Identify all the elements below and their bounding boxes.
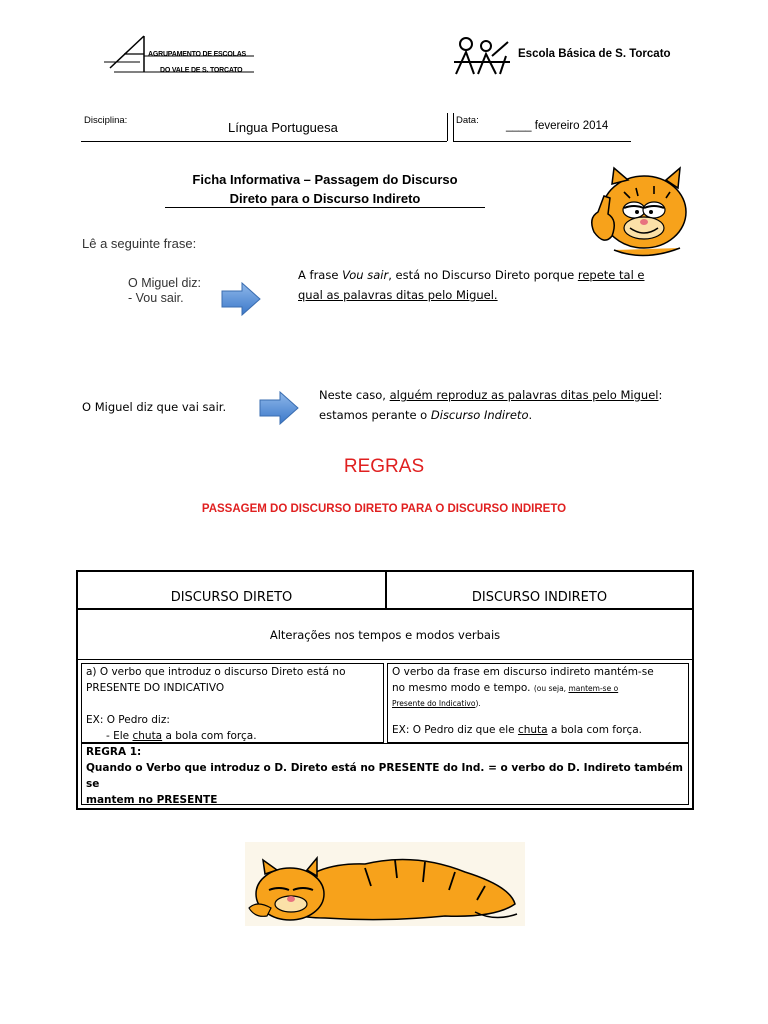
- example-direct-line1: O Miguel diz:: [128, 276, 201, 290]
- table-cell-direct-example: [81, 663, 384, 743]
- indirect-cell-note-d: ).: [475, 699, 481, 708]
- indirect-expl-colon: :: [658, 388, 663, 402]
- table-cell-indirect-example: [387, 663, 689, 743]
- garfield-thumbs-up-image: [584, 162, 688, 264]
- indirect-speech-explanation: [319, 385, 662, 425]
- data-value: ____ fevereiro 2014: [506, 120, 609, 132]
- table-subheader: Alterações nos tempos e modos verbais: [78, 610, 692, 660]
- direct-expl-italic: Vou sair: [342, 268, 389, 282]
- worksheet-title-line2: Direto para o Discurso Indireto: [229, 191, 421, 206]
- direct-cell-line1: a) O verbo que introduz o discurso Direto está no: [86, 666, 346, 678]
- indirect-expl-underline: alguém reproduz as palavras ditas pelo Miguel: [389, 388, 659, 402]
- direct-expl-line2: qual as palavras ditas pelo Miguel.: [298, 288, 498, 302]
- rules-heading: REGRAS: [343, 456, 425, 477]
- indirect-expl-italic: Discurso Indireto: [430, 408, 529, 422]
- disciplina-divider: [447, 113, 448, 141]
- agrupamento-name-line2: DO VALE DE S. TORCATO: [160, 67, 243, 74]
- indirect-cell-ex-part-a: EX: O Pedro diz que ele: [392, 724, 518, 736]
- worksheet-title-line1: Ficha Informativa – Passagem do Discurso: [192, 172, 458, 187]
- rule-title: REGRA 1:: [86, 746, 142, 758]
- indirect-expl-part-a: Neste caso,: [319, 388, 390, 402]
- disciplina-label: Disciplina:: [84, 115, 128, 126]
- indirect-cell-line2: [392, 680, 688, 697]
- school-logo: [452, 36, 512, 76]
- indirect-expl-period: .: [528, 408, 533, 422]
- indirect-expl-part-d: estamos perante o: [319, 408, 431, 422]
- indirect-cell-note-c: Presente do Indicativo: [392, 699, 476, 708]
- example-indirect-speech: O Miguel diz que vai sair.: [82, 400, 227, 414]
- indirect-expl-line1: [319, 385, 662, 405]
- indirect-cell-line3: [392, 697, 688, 710]
- direct-cell-ex-verb: chuta: [132, 730, 163, 742]
- right-arrow-icon: [220, 281, 262, 317]
- table-rule-cell: [81, 743, 689, 805]
- direct-expl-part-c: , está no Discurso Direto porque: [388, 268, 578, 282]
- worksheet-title: [165, 170, 485, 208]
- direct-cell-example-line2: [86, 728, 383, 744]
- school-name: Escola Básica de S. Torcato: [518, 48, 671, 60]
- direct-cell-ex-part-a: - Ele: [106, 730, 133, 742]
- direct-cell-line2: PRESENTE DO INDICATIVO: [86, 682, 225, 694]
- rules-subheading: PASSAGEM DO DISCURSO DIRETO PARA O DISCURSO INDIRETO: [201, 503, 567, 515]
- data-label: Data:: [456, 115, 479, 126]
- table-header-indirect: DISCURSO INDIRETO: [387, 572, 692, 610]
- garfield-lying-image: [245, 842, 525, 926]
- rules-table: [76, 570, 694, 810]
- rule-line2: mantem no PRESENTE: [86, 794, 218, 806]
- right-arrow-icon-2: [258, 390, 300, 426]
- indirect-cell-note-a: (ou seja,: [533, 684, 569, 693]
- disciplina-value: Língua Portuguesa: [228, 120, 338, 135]
- direct-expl-part-a: A frase: [298, 268, 343, 282]
- direct-cell-ex-part-c: a bola com força.: [162, 730, 257, 742]
- indirect-cell-ex-part-c: a bola com força.: [547, 724, 643, 736]
- example-direct-speech: [128, 276, 201, 306]
- indirect-cell-line1: O verbo da frase em discurso indireto mantém-se: [392, 666, 654, 678]
- rule-line1: Quando o Verbo que introduz o D. Direto está no PRESENTE do Ind. = o verbo do D. Indireto também se: [86, 762, 683, 790]
- data-divider: [453, 113, 454, 141]
- indirect-cell-example: [392, 722, 688, 738]
- indirect-cell-ex-verb: chuta: [517, 724, 548, 736]
- indirect-cell-line2-text: no mesmo modo e tempo.: [392, 682, 534, 694]
- direct-speech-explanation: [298, 265, 645, 305]
- intro-text: Lê a seguinte frase:: [82, 236, 197, 251]
- direct-expl-line1: [298, 265, 645, 285]
- agrupamento-name-line1: AGRUPAMENTO DE ESCOLAS: [148, 51, 247, 58]
- title-underline: [165, 207, 485, 208]
- indirect-expl-line2: [319, 405, 662, 425]
- indirect-cell-note-b: mantem-se o: [568, 684, 619, 693]
- example-direct-line2: - Vou sair.: [128, 291, 184, 305]
- direct-cell-example: EX: O Pedro diz:: [86, 714, 170, 726]
- table-header-direct: DISCURSO DIRETO: [78, 572, 387, 610]
- direct-expl-underline1: repete tal e: [577, 268, 645, 282]
